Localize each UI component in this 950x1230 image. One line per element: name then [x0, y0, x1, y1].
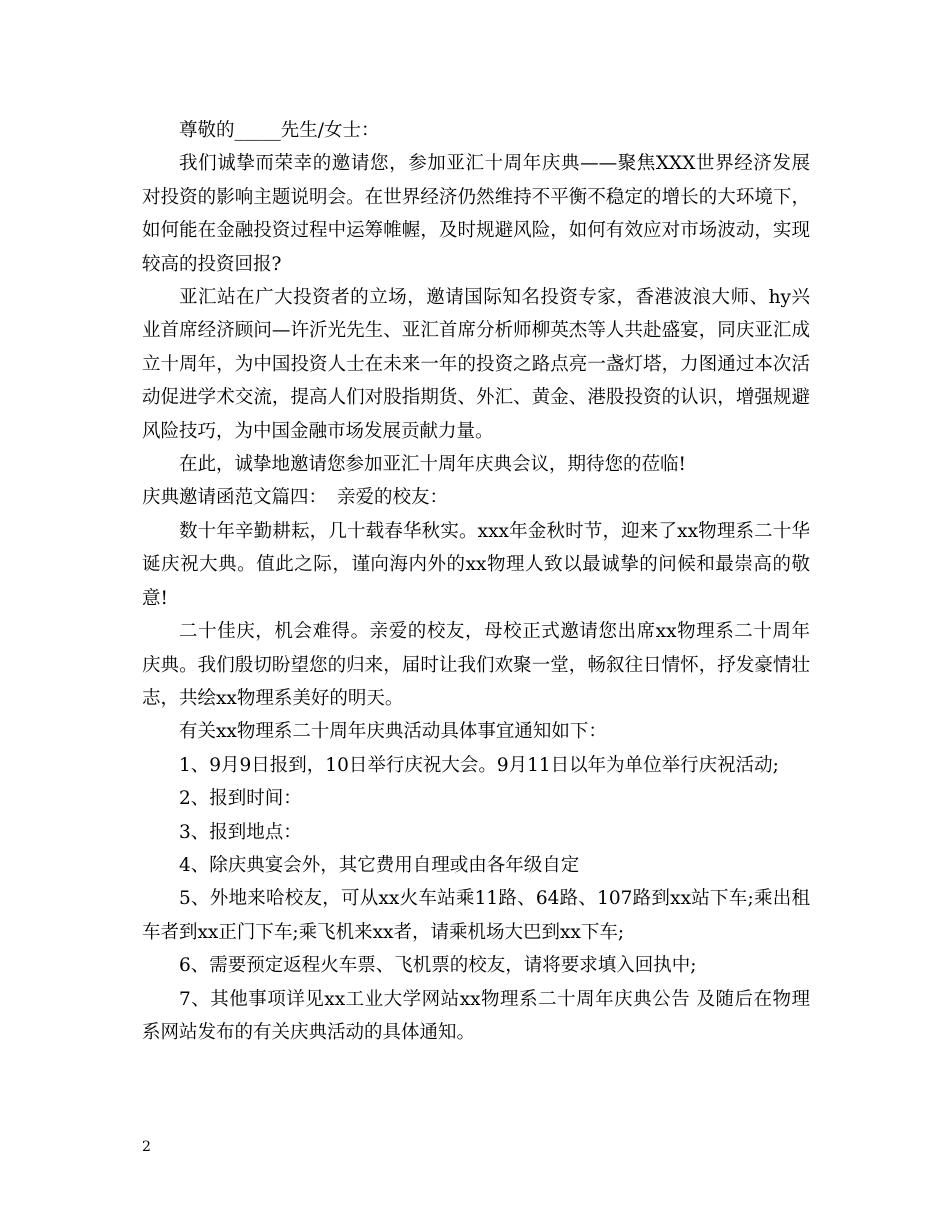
notice-item-2: 2、报到时间： — [179, 788, 302, 810]
alumni-paragraph-1: 数十年辛勤耕耘，几十载春华秋实。xxx年金秋时节，迎来了xx物理系二十华诞庆祝大典。值此之际，谨向海内外的xx物理人致以最诚挚的问候和最崇高的敬意! — [142, 520, 810, 609]
invitation-paragraph-1: 我们诚挚而荣幸的邀请您，参加亚汇十周年庆典——聚焦XXX世界经济发展对投资的影响主题说明会。在世界经济仍然维持不平衡不稳定的增长的大环境下，如何能在金融投资过程中运筹帷幄，及时规避风险，如何有效应对市场波动，实现较高的投资回报? — [142, 153, 810, 275]
alumni-paragraph-2: 二十佳庆，机会难得。亲爱的校友，母校正式邀请您出席xx物理系二十周年庆典。我们殷切盼望您的归来，届时让我们欢聚一堂，畅叙往日情怀，抒发豪情壮志，共绘xx物理系美好的明天。 — [142, 621, 810, 709]
notice-item-6: 6、需要预定返程火车票、飞机票的校友，请将要求填入回执中; — [179, 955, 697, 977]
notice-item-1: 1、9月9日报到，10日举行庆祝大会。9月11日以年为单位举行庆祝活动; — [179, 754, 779, 776]
invitation-paragraph-2: 亚汇站在广大投资者的立场，邀请国际知名投资专家，香港波浪大师、hy兴业首席经济顾问—许沂光先生、亚汇首席分析师柳英杰等人共赴盛宴，同庆亚汇成立十周年，为中国投资人士在未来一年的投资之路点亮一盏灯塔，力图通过本次活动促进学术交流，提高人们对股指期货、外汇、黄金、港股投资的认识，增强规避风险技巧，为中国金融市场发展贡献力量。 — [142, 287, 810, 442]
invitation-paragraph-3: 在此，诚挚地邀请您参加亚汇十周年庆典会议，期待您的莅临! — [179, 454, 686, 476]
notice-item-4: 4、除庆典宴会外，其它费用自理或由各年级自定 — [179, 854, 580, 876]
notice-item-5: 5、外地来哈校友，可从xx火车站乘11路、64路、107路到xx站下车;乘出租车者到xx正门下车;乘飞机来xx者，请乘机场大巴到xx下车; — [142, 888, 810, 943]
notice-item-7: 7、其他事项详见xx工业大学网站xx物理系二十周年庆典公告 及随后在物理系网站发布的有关庆典活动的具体通知。 — [142, 988, 810, 1043]
document-body — [142, 114, 810, 1049]
notice-item-3: 3、报到地点： — [179, 821, 302, 843]
section-heading — [142, 481, 810, 514]
section-title: 庆典邀请函范文篇四： — [142, 487, 328, 509]
page-number: 2 — [142, 1139, 151, 1155]
section-salutation: 亲爱的校友： — [337, 487, 449, 509]
greeting-line: 尊敬的_____先生/女士： — [179, 120, 380, 141]
notice-intro: 有关xx物理系二十周年庆典活动具体事宜通知如下： — [179, 721, 607, 743]
